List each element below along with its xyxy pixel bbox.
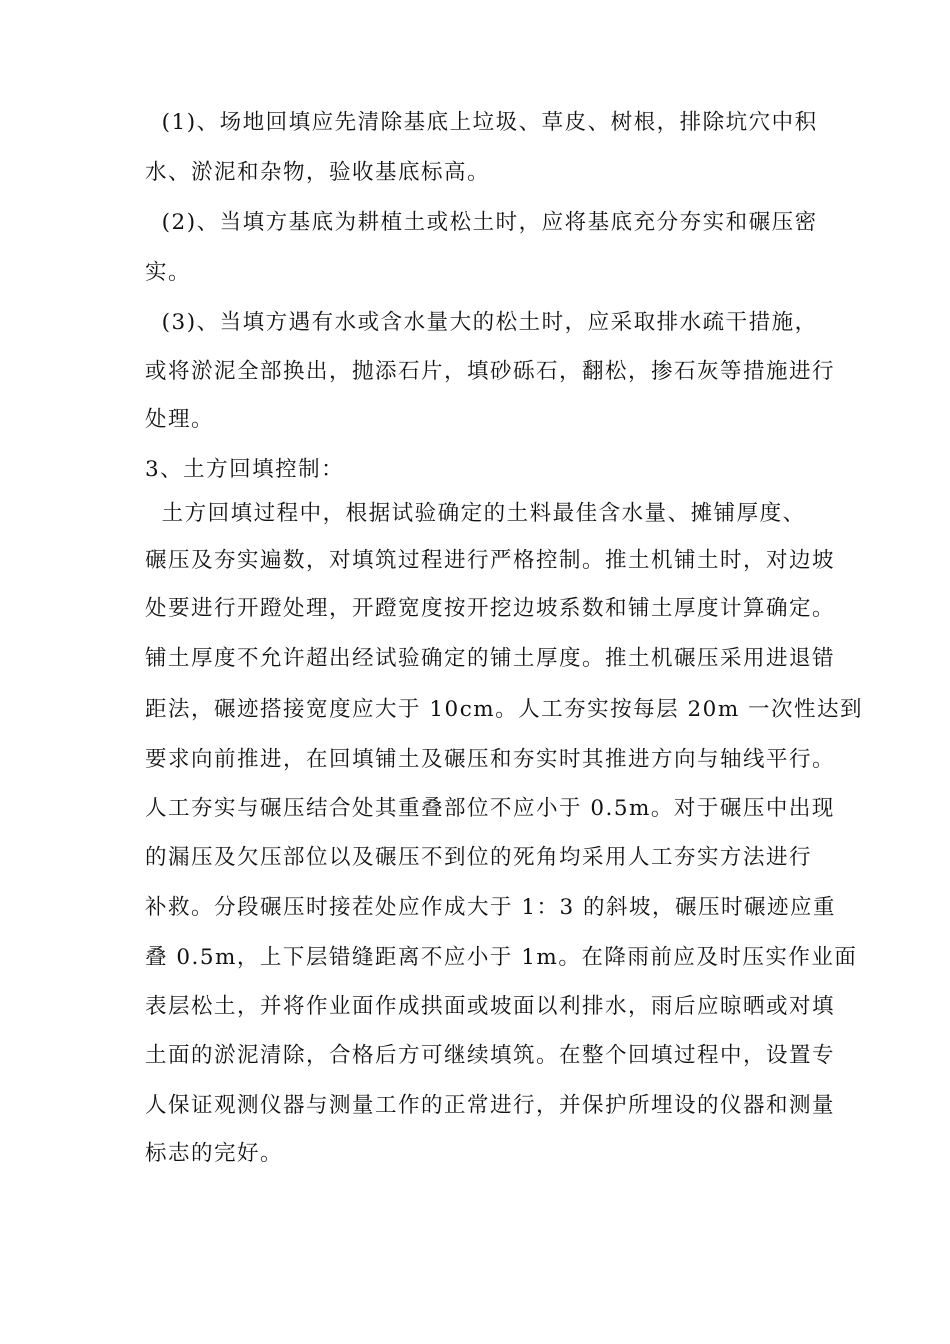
text-line-13: 距法，碾迹搭接宽度应大于 10cm。人工夯实按每层 20m 一次性达到 [145,697,864,722]
text-line-20: 土面的淤泥清除，合格后方可继续填筑。在整个回填过程中，设置专 [145,1043,836,1068]
section-heading: 3、土方回填控制： [145,457,345,482]
text-line-19: 表层松土，并将作业面作成拱面或坡面以利排水，雨后应晾晒或对填 [145,994,836,1019]
text-line-2: 水、淤泥和杂物，验收基底标高。 [145,160,491,185]
text-line-12: 铺土厚度不允许超出经试验确定的铺土厚度。推土机碾压采用进退错 [145,646,836,671]
text-line-6: 或将淤泥全部换出，抛添石片，填砂砾石，翻松，掺石灰等措施进行 [145,359,836,384]
text-line-22: 标志的完好。 [145,1141,284,1166]
text-line-4: 实。 [145,260,192,285]
text-line-18: 叠 0.5m，上下层错缝距离不应小于 1m。在降雨前应及时压实作业面 [145,945,858,970]
text-line-21: 人保证观测仪器与测量工作的正常进行，并保护所埋设的仪器和测量 [145,1093,836,1118]
text-line-17: 补救。分段碾压时接茬处应作成大于 1：3 的斜坡，碾压时碾迹应重 [145,895,837,920]
text-line-16: 的漏压及欠压部位以及碾压不到位的死角均采用人工夯实方法进行 [145,845,813,870]
text-line-15: 人工夯实与碾压结合处其重叠部位不应小于 0.5m。对于碾压中出现 [145,796,835,821]
text-line-10: 碾压及夯实遍数，对填筑过程进行严格控制。推土机铺土时，对边坡 [145,548,836,573]
text-line-14: 要求向前推进，在回填铺土及碾压和夯实时其推进方向与轴线平行。 [145,747,836,772]
text-line-1: (1)、场地回填应先清除基底上垃圾、草皮、树根，排除坑穴中积 [145,110,818,135]
text-line-9: 土方回填过程中，根据试验确定的土料最佳含水量、摊铺厚度、 [145,501,806,526]
text-line-7: 处理。 [145,407,215,432]
text-line-11: 处要进行开蹬处理，开蹬宽度按开挖边坡系数和铺土厚度计算确定。 [145,596,836,621]
text-line-3: (2)、当填方基底为耕植土或松土时，应将基底充分夯实和碾压密 [145,210,818,235]
text-line-5: (3)、当填方遇有水或含水量大的松土时，应采取排水疏干措施， [145,310,818,335]
